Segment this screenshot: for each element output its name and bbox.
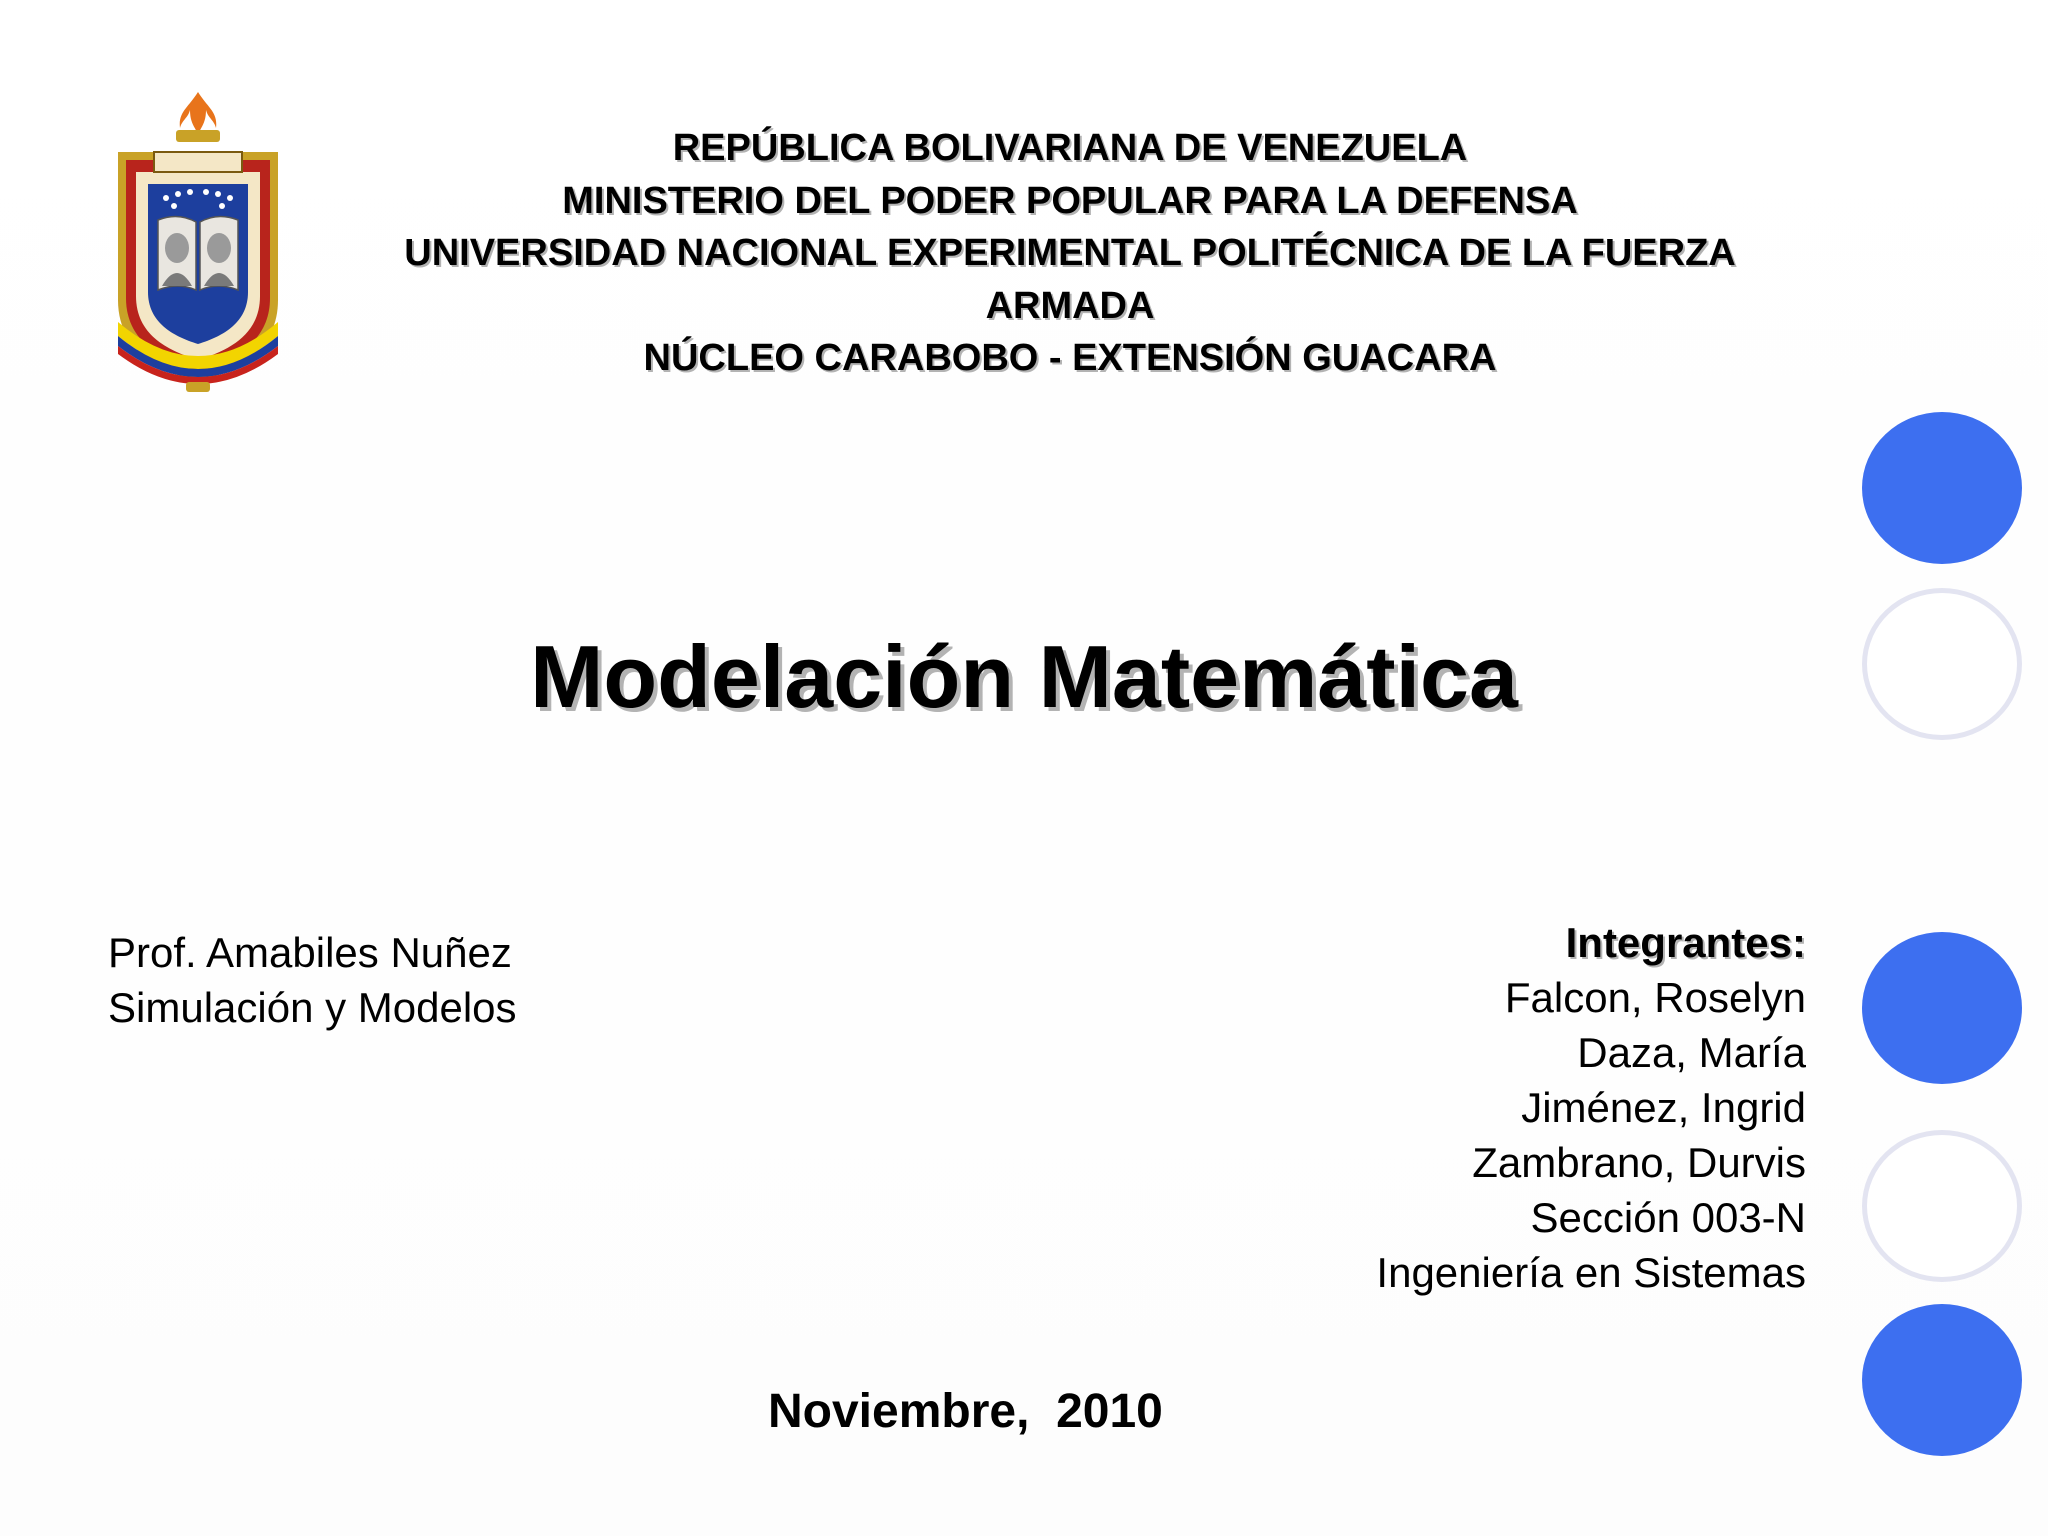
course-name: Simulación y Modelos	[108, 984, 517, 1031]
team-heading: Integrantes:	[1565, 919, 1806, 966]
team-program: Ingeniería en Sistemas	[1376, 1249, 1806, 1296]
presentation-date: Noviembre, 2010	[768, 1385, 1163, 1438]
decor-circle-filled	[1862, 412, 2022, 564]
header-line-university-cont: ARMADA	[985, 284, 1155, 327]
decor-circle-outline	[1862, 588, 2022, 740]
header-line-campus: NÚCLEO CARABOBO - EXTENSIÓN GUACARA	[643, 337, 1497, 379]
team-member: Jiménez, Ingrid	[1521, 1084, 1806, 1131]
professor-info	[108, 925, 517, 1035]
header-line-ministry: MINISTERIO DEL PODER POPULAR PARA LA DEFENSA	[562, 179, 1578, 222]
team-section: Sección 003-N	[1530, 1194, 1806, 1241]
team-info	[1376, 915, 1806, 1300]
team-member: Daza, María	[1577, 1029, 1806, 1076]
slide-title: Modelación Matemática	[530, 627, 1518, 726]
header-line-republic: REPÚBLICA BOLIVARIANA DE VENEZUELA	[672, 127, 1468, 169]
decor-circle-outline	[1862, 1130, 2022, 1282]
decor-circle-filled	[1862, 1304, 2022, 1456]
professor-name: Prof. Amabiles Nuñez	[108, 929, 512, 976]
institution-header	[330, 122, 1810, 385]
team-member: Zambrano, Durvis	[1472, 1139, 1806, 1186]
unefa-logo	[108, 90, 288, 395]
decor-circle-filled	[1862, 932, 2022, 1084]
team-member: Falcon, Roselyn	[1504, 974, 1806, 1021]
header-line-university: UNIVERSIDAD NACIONAL EXPERIMENTAL POLITÉCNICA DE LA FUERZA	[404, 232, 1736, 274]
